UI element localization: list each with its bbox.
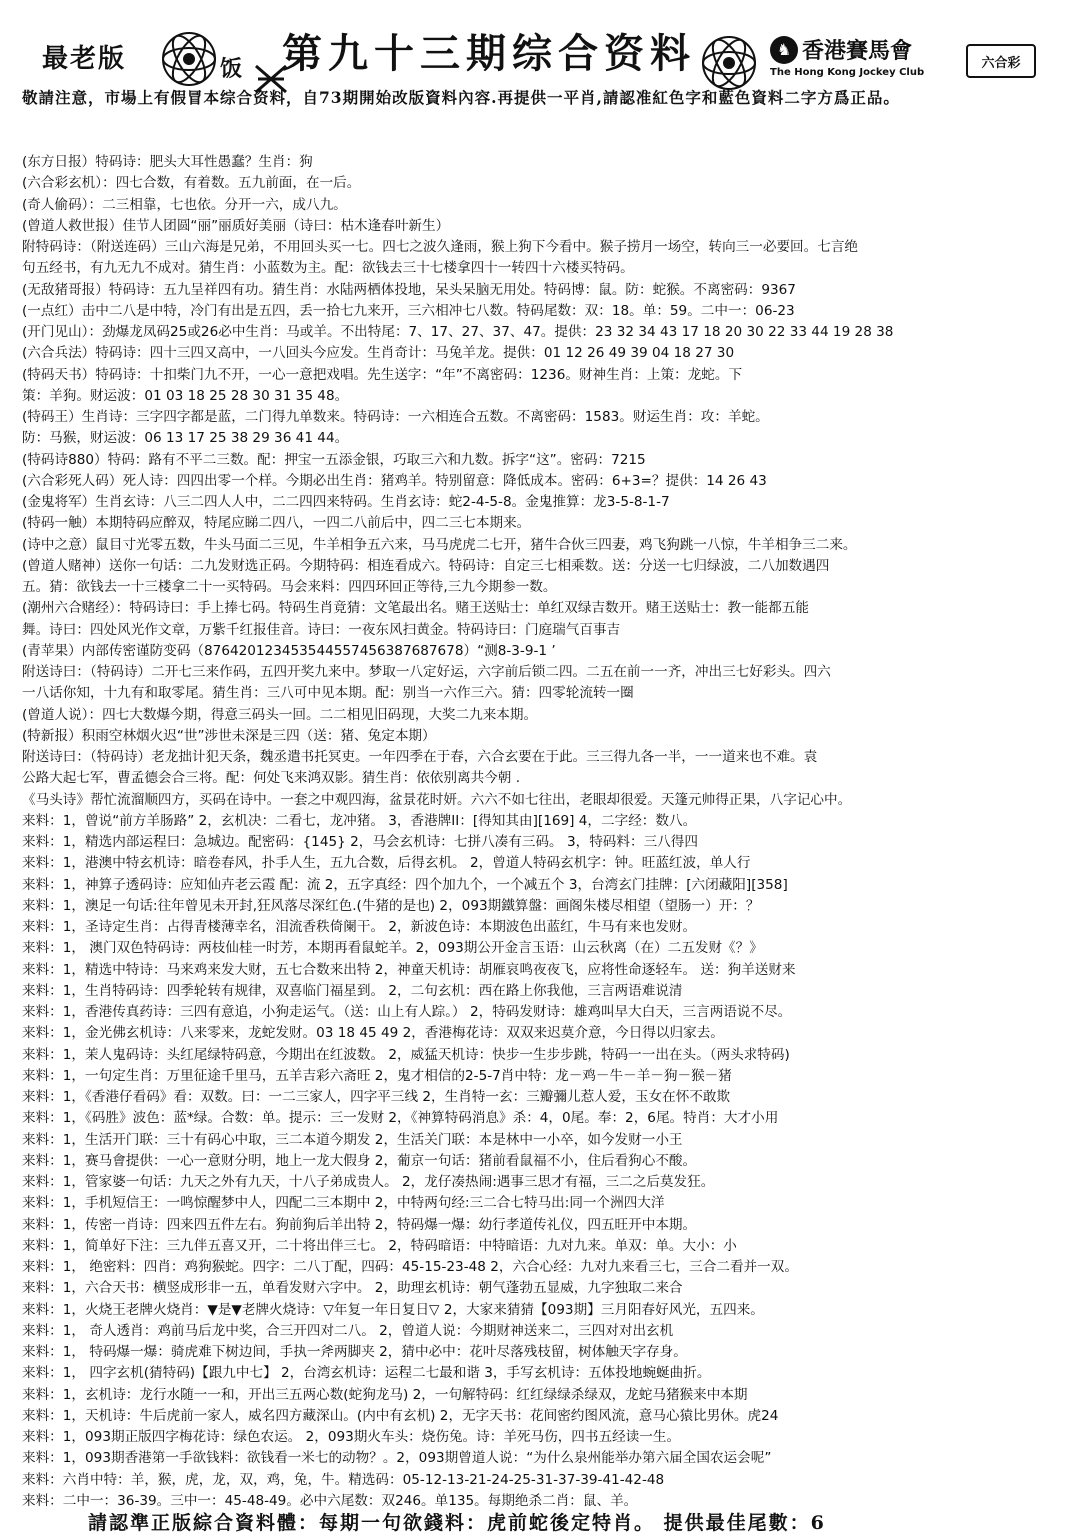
info-line: 句五经书，有九无九不成对。猜生肖：小蓝数为主。配：欲钱去三十七楼拿四十一转四十六楼买特码。 [22, 260, 634, 277]
info-line: 来料：1，赛马會提供：一心一意财分明，地上一龙大假身 2，葡京一句话：猪前看鼠福不小，住后看狗心不酸。 [22, 1152, 697, 1169]
info-line: 公路大起七军，曹孟德会合三将。配：何处飞来鸿双影。猜生肖：依依别离共今朝 . [22, 770, 521, 787]
jockey-club-logo [770, 34, 970, 78]
pattern-emblem-icon [700, 34, 758, 92]
info-line: 来料：1，管家婆一句话：九天之外有九天，十八子弟成贵人。 2，龙仔凑热闹:遇事三思才有福，三二之后莫发狂。 [22, 1174, 715, 1190]
info-line: 来料：1， 特码爆一爆：骑虎难下树边间，手执一斧两脚夹 2，猜中必中：花叶尽落残枝留，树体触天字存身。 [22, 1344, 687, 1360]
info-line: (金鬼将军）生肖玄诗：八三二四人人中，二二四四来特码。生肖玄诗：蛇2-4-5-8。金鬼推算：龙3-5-8-1-7 [22, 494, 670, 510]
info-line: 防：马猴，财运波：06 13 17 25 38 29 36 41 44。 [22, 430, 349, 447]
info-line: (曾道人赌神）送你一句话：二九发财选正码。今期特码：相连看成六。特码诗：自定三七相乘数。送：分送一七归绿波，二八加数遇四 [22, 557, 830, 574]
info-line: 来料：1， 绝密料：四肖：鸡狗猴蛇。四字：二八丁配，四码：45-15-23-48 2，六合心经：九对九来看三七，三合二看并一双。 [22, 1259, 798, 1275]
horse-head-icon: ♞ [770, 36, 798, 64]
info-line: 来料：1，《码胜》波色：蓝*绿。合数：单。提示：三一发财 2，《神算特码消息》杀：4，0尾。奉：2，6尾。特肖：大才小用 [22, 1110, 779, 1127]
info-line: 来料：1，港澳中特玄机诗：暗卷春风，扑手人生，五九合数，后得玄机。 2，曾道人特码玄机字：钟。旺蓝红波，单人行 [22, 855, 751, 872]
info-line: 来料：1， 四字玄机(猜特码)【跟九中七】 2，台湾玄机诗：运程二七最和谐 3，手写玄机诗：五体投地蜿蜒曲折。 [22, 1365, 711, 1382]
edition-suffix: 饭 [220, 56, 243, 82]
info-line: (特码天书）特码诗：十扣柴门九不开，一心一意把戏唱。先生送字：“年”不离密码：1236。财神生肖：上策：龙蛇。下 [22, 366, 743, 383]
jockey-club-name-cn: 香港賽馬會 [802, 38, 913, 64]
info-line: 来料：1，圣诗定生肖：占得青楼薄幸名，泪流香秩倚阑干。 2，新波色诗：本期波色出蓝红，牛马有来也发财。 [22, 919, 697, 935]
info-line: 来料：1，精选中特诗：马来鸡来发大财，五七合数来出特 2，神童天机诗：胡雁哀鸣夜夜飞，应将性命逐轻车。 送：狗羊送财来 [22, 961, 796, 978]
info-line: 来料：1，澳足一句话:往年曾见未开封,狂风落尽深红色.(牛猪的是也) 2，093期鐵算盤：画阁朱楼尽相望（望肠一）开：？ [22, 897, 760, 914]
info-line: (特码王）生肖诗：三字四字都是蓝，二门得九单数来。特码诗：一六相连合五数。不离密码：1583。财运生肖：攻：羊蛇。 [22, 409, 769, 425]
info-line: (六合彩死人码）死人诗：四四出零一个样。今期必出生肖：猪鸡羊。特别留意：降低成本。密码：6+3=？提供：14 26 43 [22, 472, 767, 489]
info-line: 来料：1，生肖特码诗：四季轮转有规律，双喜临门福星到。 2，二句玄机：西在路上你我他，三言两语难说清 [22, 982, 683, 999]
notice-banner: 敬請注意，市場上有假冒本综合资料，自73期開始改版資料內容.再提供一平肖,請認准紅色字和藍色資料二字方爲正品。 [22, 88, 900, 107]
info-line: 来料：1，曾说“前方羊肠路” 2，玄机决：二看七，龙冲猪。 3，香港牌II：[得知其由][169] 4，二字经：数八。 [22, 812, 697, 829]
info-line: (诗中之意）鼠目寸光零五数，牛头马面二三见，牛羊相争五六来，马马虎虎二七开，猪牛合伙三四妻，鸡飞狗跳一八惊，牛羊相争三二来。 [22, 536, 857, 553]
info-line: (无敌猪哥报）特码诗：五九呈祥四有功。猜生肖：水陆两栖体投地，呆头呆脑无用处。特码博：鼠。防：蛇猴。不离密码：9367 [22, 281, 796, 298]
info-line: 来料：1，一句定生肖：万里征途千里马，五羊吉彩六斋旺 2，鬼才相信的2-5-7肖中特：龙－鸡－牛－羊－狗－猴－猪 [22, 1067, 732, 1084]
info-line: 附送诗曰：（特码诗）二开七三来作码，五四开奖九来中。梦取一八定好运，六字前后锁二四。二五在前一一齐，冲出三七好彩头。四六 [22, 664, 831, 680]
info-line: 来料：1，火烧王老牌火烧肖：▼是▼老牌火烧诗：▽年复一年日复日▽ 2，大家来猜猜【093期】三月阳春好风光，五四来。 [22, 1301, 764, 1318]
info-line: (特码一触）本期特码应醉双，特尾应睇二四八，一四二八前后中，四二三七本期来。 [22, 515, 531, 532]
info-line: 来料：1，093期香港第一手欲钱料：欲钱看一米七的动物？。2，093期曾道人说：“为什么泉州能举办第六届全国农运会呢” [22, 1450, 772, 1467]
info-line: 一八话你知，十九有和取零尾。猜生肖：三八可中见本期。配：别当一六作三六。猜：四零轮流转一圈 [22, 685, 634, 702]
info-line: (曾道人救世报）佳节人团圆“丽”丽质好美丽（诗曰：枯木逢春叶新生） [22, 217, 450, 234]
info-line: 五。猜：欲钱去一十三楼拿二十一买特码。马会来料：四四环回正等待,三九今期参一数。 [22, 579, 557, 595]
info-line: (六合兵法）特码诗：四十三四又高中，一八回头今应发。生肖奇计：马兔羊龙。提供：01 12 26 49 39 04 18 27 30 [22, 345, 735, 362]
jockey-club-name-en: The Hong Kong Jockey Club [770, 67, 925, 78]
info-line: 来料：1，生活开门联：三十有码心中取，三二本道今期发 2，生活关门联：本是林中一小卒，如今发财一小王 [22, 1131, 683, 1148]
info-line: 来料：1，香港传真药诗：三四有意追，小狗走运气。（送：山上有人踪。） 2，特码发财诗：雄鸡叫早大白天，三言两语说不尽。 [22, 1004, 792, 1020]
info-line: (特码诗880）特码：路有不平二三数。配：押宝一五添金银，巧取三六和九数。拆字“这”。密码：7215 [22, 451, 646, 468]
footer-note: 請認準正版綜合資料體：每期一句欲錢料：虎前蛇後定特肖。 提供最佳尾數：6 [88, 1512, 826, 1534]
info-line: (潮州六合赌经）：特码诗曰：手上捧七码。特码生肖竟猜：文笔最出名。赌王送贴士：单红双绿吉数开。赌王送贴士：教一能都五能 [22, 600, 809, 617]
info-line: 来料：1， 澳门双色特码诗：两枝仙桂一时芳，本期再看鼠蛇羊。2，093期公开金言玉语：山云秋离（在）二五发财《？》 [22, 940, 763, 957]
info-line: 来料：1，玄机诗：龙行水随一一和，开出三五两心数(蛇狗龙马) 2，一句解特码：红红绿绿杀绿双，龙蛇马猪猴来中本期 [22, 1386, 748, 1403]
info-line: (青苹果）内部传密谨防变码（876420123453544557456387687678）“测8-3-9-1 ’ [22, 642, 556, 659]
header [0, 0, 1080, 110]
lottery-badge: 六合彩 [966, 44, 1036, 78]
info-line: 来料：1，《香港仔看码》看：双数。曰：一二三家人，四字平三线 2，生肖特一玄：三瓣彌儿惹人爱，玉女在怀不敢欺 [22, 1089, 731, 1105]
info-line: 来料：1，093期正版四字梅花诗：绿色农运。 2，093期火车头：烧伤兔。诗：羊死马伤，四书五经读一生。 [22, 1429, 681, 1445]
info-line: 舞。诗曰：四处风光作文章，万紫千红报佳音。诗曰：一夜东风扫黄金。特码诗曰：门庭瑞气百事吉 [22, 621, 621, 638]
info-line: 来料：1，茉人鬼码诗：头红尾绿特码意，今期出在红波数。 2，威猛天机诗：快步一生步步跳，特码一一出在头。（两头求特码) [22, 1046, 790, 1063]
info-line: 来料：1，神算子透码诗：应知仙卉老云霞 配：流 2，五字真经：四个加九个，一个减五个 3，台湾玄门挂牌：[六闭藏阳][358] [22, 876, 788, 893]
info-line: (奇人偷码）：二三相靠，七也依。分开一六，成八九。 [22, 196, 347, 213]
info-line: (东方日报）特码诗：肥头大耳性愚蠢？生肖：狗 [22, 154, 313, 170]
info-line: 来料：1，天机诗：牛后虎前一家人，威名四方藏深山。(内中有玄机) 2，无字天书：花间密约图风流，意马心猿比男休。虎24 [22, 1407, 779, 1424]
info-line: 来料：1，六合天书：横竖成形非一五，单看发财六字中。 2，助理玄机诗：朝气蓬勃五显威，九字独取二来合 [22, 1280, 683, 1297]
info-content [22, 152, 1062, 1512]
info-line: 来料：1，手机短信王：一鸣惊醒梦中人，四配二三本期中 2，中特两句经:三二合七特马出:同一个洲四大洋 [22, 1195, 665, 1212]
info-line: 来料：1，金光佛玄机诗：八来零来，龙蛇发财。03 18 45 49 2，香港梅花诗：双双来迟莫介意，今日得以归家去。 [22, 1025, 724, 1042]
info-line: 来料：二中一：36-39。三中一：45-48-49。必中六尾数：双246。单135。每期绝杀二肖：鼠、羊。 [22, 1492, 638, 1509]
info-line: 策：羊狗。财运波：01 03 18 25 28 30 31 35 48。 [22, 387, 349, 404]
pattern-emblem-icon [160, 30, 218, 88]
info-line: 附送诗曰：（特码诗）老龙拙计犯天条，魏丞遣书托冥吏。一年四季在于春，六合玄要在于此。三三得九各一半，一一道来也不难。袁 [22, 749, 818, 765]
info-line: (特新报）积雨空林烟火迟“世”涉世未深是三四（送：猪、兔定本期） [22, 727, 436, 744]
info-line: 来料：1，传密一肖诗：四来四五件左右。狗前狗后羊出特 2，特码爆一爆：幼行孝道传礼仪，四五旺开中本期。 [22, 1216, 697, 1233]
info-line: 附特码诗：（附送连码）三山六海是兄弟，不用回头买一七。四七之波久逢雨，猴上狗下今看中。猴子捞月一场空，转向三一必要回。七言绝 [22, 239, 859, 255]
info-line: 《马头诗》帮忙流溜顺四方，买码在诗中。一套之中观四海，盆景花时妍。六六不如七往出，老眼却很爱。天篷元帅得正果，八字记心中。 [22, 791, 852, 808]
page-title: 第九十三期综合资料 [282, 30, 696, 77]
info-line: 来料：1，简单好下注：三九伴五喜又开，二十将出伴三七。 2，特码暗语：中特暗语：九对九来。单双：单。大小：小 [22, 1237, 737, 1254]
info-line: (开门见山）：劲爆龙凤码25或26必中生肖：马或羊。不出特尾：7、17、27、37、47。提供：23 32 34 43 17 18 20 30 22 33 44 19 28 38 [22, 324, 894, 340]
info-line: (一点红）击中二八是中特，冷门有出是五四，丢一拾七九来开，三六相冲七八数。特码尾数：双：18。单：59。二中一：06-23 [22, 302, 795, 319]
info-line: 来料：1，精选内部运程曰：急城边。配密码：{145} 2，马会玄机诗：七拼八凑有三码。 3，特码料：三八得四 [22, 834, 698, 850]
info-line: (六合彩玄机）：四七合数，有着数。五九前面，在一后。 [22, 175, 361, 192]
edition-label: 最老版 [42, 44, 127, 74]
info-line: (曾道人说）：四七大数爆今期，得意三码头一回。二二相见旧码现，大奖二九来本期。 [22, 706, 538, 723]
info-line: 来料：六肖中特：羊，猴，虎，龙，双，鸡，兔，牛。精选码：05-12-13-21-24-25-31-37-39-41-42-48 [22, 1471, 665, 1488]
info-line: 来料：1， 奇人透肖：鸡前马后龙中奖，合三开四对二八。 2，曾道人说：今期财神送来二，三四对对出玄机 [22, 1322, 674, 1339]
